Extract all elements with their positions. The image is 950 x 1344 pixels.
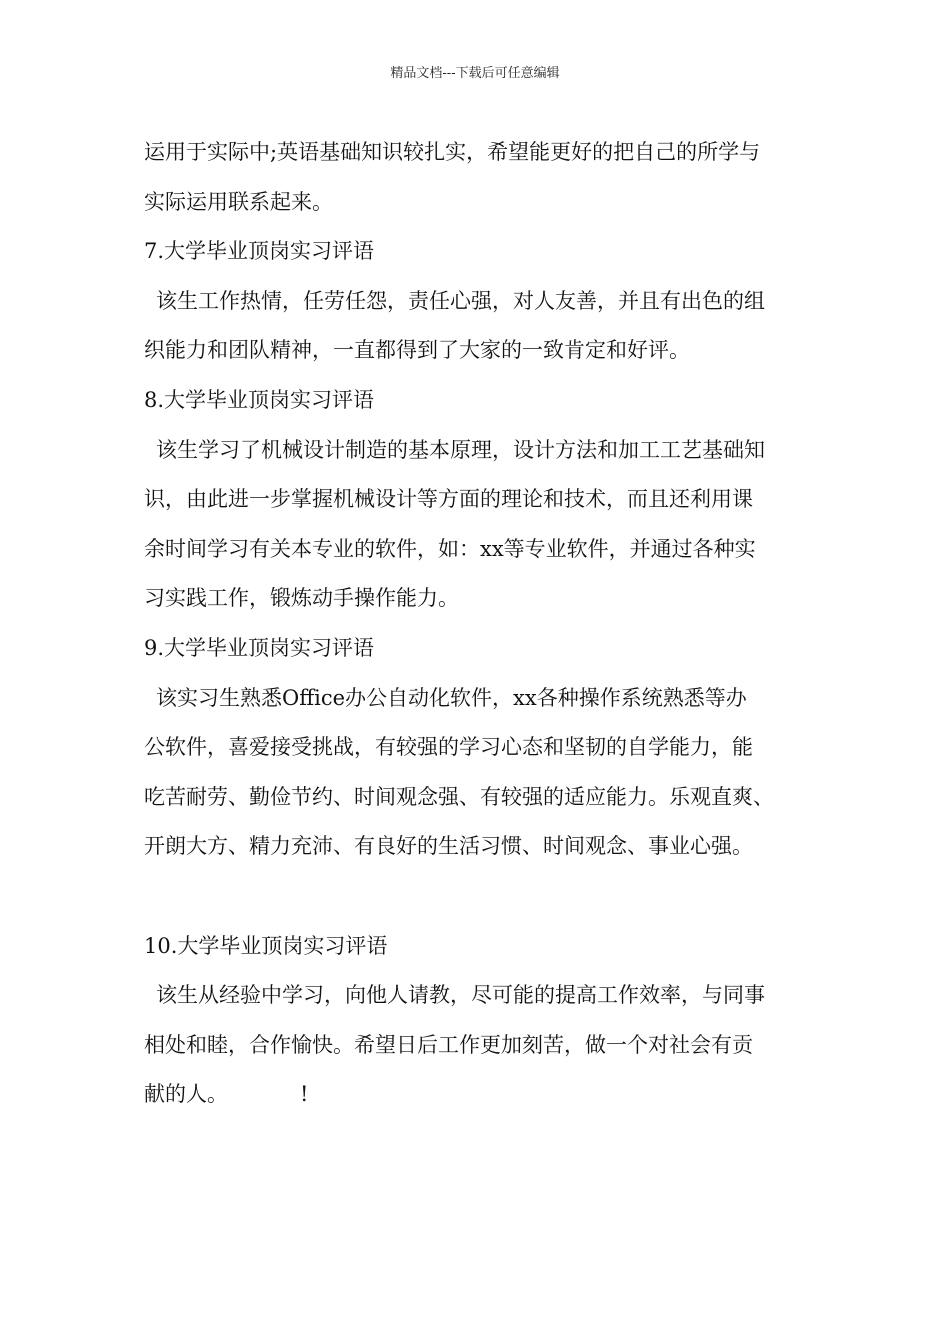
- paragraph-line: 织能力和团队精神，一直都得到了大家的一致肯定和好评。: [144, 338, 690, 363]
- closing-line: [144, 1072, 834, 1122]
- document-body: [144, 130, 834, 1122]
- section-heading: 9.大学毕业顶岗实习评语: [144, 635, 375, 660]
- paragraph-line: 该生学习了机械设计制造的基本原理，设计方法和加工工艺基础知: [156, 437, 765, 462]
- section-heading: 7.大学毕业顶岗实习评语: [144, 239, 375, 264]
- paragraph-line: 运用于实际中;英语基础知识较扎实，希望能更好的把自己的所学与: [144, 140, 761, 164]
- paragraph-line: 开朗大方、精力充沛、有良好的生活习惯、时间观念、事业心强。: [144, 834, 753, 859]
- paragraph-line: 吃苦耐劳、勤俭节约、时间观念强、有较强的适应能力。乐观直爽、: [144, 784, 774, 809]
- paragraph-line: 余时间学习有关本专业的软件，如：xx等专业软件，并通过各种实: [144, 536, 756, 561]
- paragraph-line: 公软件，喜爱接受挑战，有较强的学习心态和坚韧的自学能力，能: [144, 735, 753, 760]
- paragraph-line: 献的人。: [144, 1082, 228, 1107]
- page-header: 精品文档---下载后可任意编辑: [390, 66, 560, 81]
- paragraph-line: 该实习生熟悉Office办公自动化软件，xx各种操作系统熟悉等办: [156, 685, 747, 710]
- paragraph-line: 该生工作热情，任劳任怨，责任心强，对人友善，并且有出色的组: [156, 288, 765, 313]
- paragraph-line: 习实践工作，锻炼动手操作能力。: [144, 586, 459, 611]
- section-heading: 8.大学毕业顶岗实习评语: [144, 387, 375, 412]
- exclamation-mark: !: [300, 1082, 309, 1107]
- paragraph-line: 识，由此进一步掌握机械设计等方面的理论和技术，而且还利用课: [144, 487, 753, 512]
- paragraph-line: 实际运用联系起来。: [144, 189, 333, 214]
- paragraph-line: 该生从经验中学习，向他人请教，尽可能的提高工作效率，与同事: [156, 983, 765, 1008]
- section-heading: 10.大学毕业顶岗实习评语: [144, 933, 388, 958]
- paragraph-line: 相处和睦，合作愉快。希望日后工作更加刻苦，做一个对社会有贡: [144, 1032, 753, 1057]
